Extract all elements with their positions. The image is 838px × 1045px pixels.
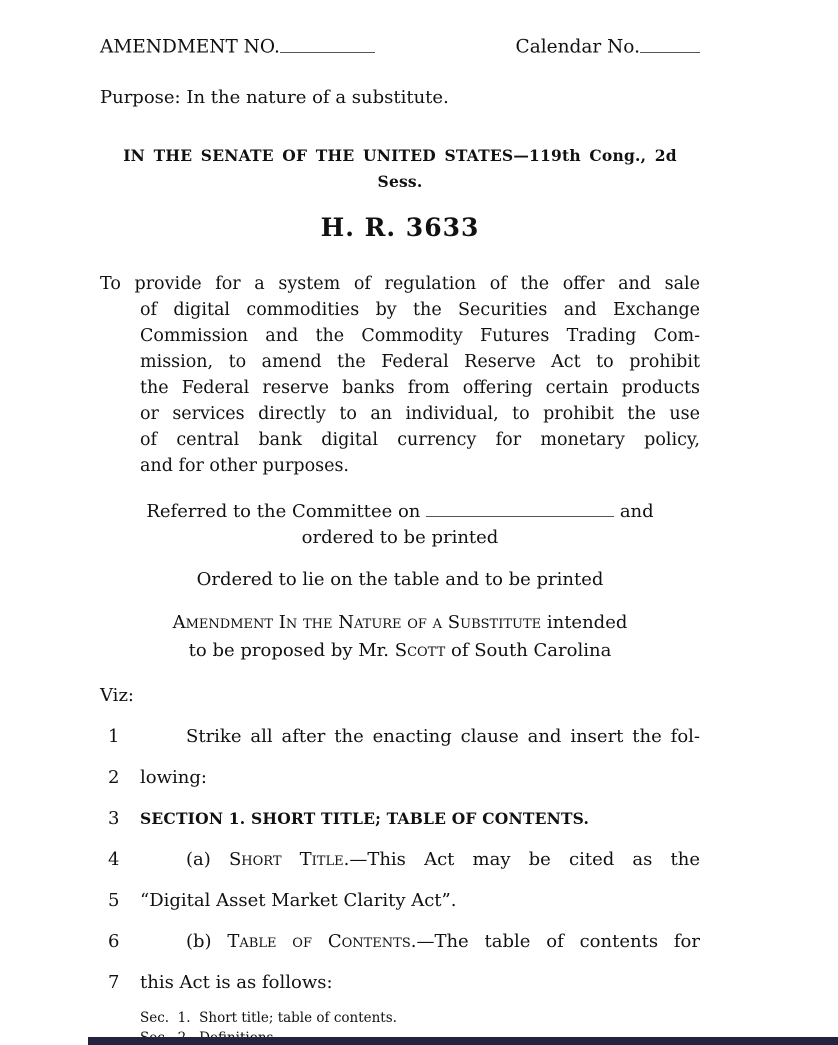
line-number: 2 xyxy=(108,766,120,788)
bill-line xyxy=(100,929,700,955)
long-title-line: of central bank digital currency for monetary policy, xyxy=(140,429,700,450)
line-number: 4 xyxy=(108,848,120,870)
amendment-nature-smallcaps: Amendment In the Nature of a Substitute xyxy=(172,611,542,633)
bill-line xyxy=(100,724,700,750)
header-row xyxy=(100,34,700,61)
proposer-state-text: of South Carolina xyxy=(445,639,612,661)
toc-entry: Sec. 1. Short title; table of contents. xyxy=(140,1009,397,1026)
purpose-line: Purpose: In the nature of a substitute. xyxy=(100,86,449,108)
calendar-number-blank xyxy=(640,34,700,53)
bill-line xyxy=(100,888,700,914)
line-text xyxy=(140,847,700,873)
referred-line-2: ordered to be printed xyxy=(301,526,499,548)
ordered-line: Ordered to lie on the table and to be printed xyxy=(196,568,604,590)
long-title-line: To provide for a system of regulation of the offer and sale xyxy=(100,273,700,294)
long-title-line: mission, to amend the Federal Reserve Act to prohibit xyxy=(140,351,700,372)
line-text: Strike all after the enacting clause and insert the fol- xyxy=(186,725,700,747)
bill-body xyxy=(100,724,700,996)
bill-number: H. R. 3633 xyxy=(320,212,480,242)
clause-rest: .—This Act may be cited as the xyxy=(343,848,701,870)
line-number: 1 xyxy=(108,725,120,747)
amendment-number-label: AMENDMENT NO. xyxy=(100,36,280,58)
long-title-line: the Federal reserve banks from offering certain products xyxy=(140,377,700,398)
amendment-statement xyxy=(100,609,700,665)
long-title-line: and for other purposes. xyxy=(140,455,349,476)
next-page-edge xyxy=(88,1037,838,1045)
amendment-number-field xyxy=(100,34,375,61)
calendar-number-field xyxy=(516,34,700,61)
proposed-by-text: to be proposed by Mr. xyxy=(188,639,395,661)
bill-line xyxy=(100,970,700,996)
referred-text-after: and xyxy=(614,500,654,522)
line-text: this Act is as follows: xyxy=(140,971,333,993)
bill-line xyxy=(100,847,700,873)
clause-rest: .—The table of contents for xyxy=(410,930,700,952)
line-number: 7 xyxy=(108,971,120,993)
referred-text-before: Referred to the Committee on xyxy=(146,500,427,522)
calendar-number-label: Calendar No. xyxy=(515,36,640,58)
line-text: lowing: xyxy=(140,766,207,788)
long-title-line: Commission and the Commodity Futures Trading Com- xyxy=(140,325,700,346)
amendment-statement-line-1 xyxy=(100,609,700,637)
committee-blank xyxy=(426,499,614,517)
clause-prefix: (b) xyxy=(186,930,228,952)
viz-label: Viz: xyxy=(100,684,134,706)
long-title xyxy=(100,271,700,479)
proposer-name: Scott xyxy=(394,639,446,661)
long-title-line: of digital commodities by the Securities and Exchange xyxy=(140,299,700,320)
line-number: 5 xyxy=(108,889,120,911)
bill-line xyxy=(100,806,700,832)
senate-caption: IN THE SENATE OF THE UNITED STATES—119th Cong., 2d Sess. xyxy=(123,145,677,191)
amendment-nature-rest: intended xyxy=(541,611,628,633)
line-text: “Digital Asset Market Clarity Act”. xyxy=(140,889,457,911)
line-number: 6 xyxy=(108,930,120,952)
long-title-line: or services directly to an individual, to prohibit the use xyxy=(140,403,700,424)
clause-smallcaps: Table of Contents xyxy=(227,930,411,952)
line-number: 3 xyxy=(108,807,120,829)
clause-prefix: (a) xyxy=(186,848,229,870)
clause-smallcaps: Short Title xyxy=(228,848,344,870)
line-text xyxy=(140,929,700,955)
page-content xyxy=(100,34,700,1045)
amendment-statement-line-2 xyxy=(100,637,700,665)
amendment-number-blank xyxy=(280,34,375,53)
bill-line xyxy=(100,765,700,791)
section-heading: SECTION 1. SHORT TITLE; TABLE OF CONTENTS. xyxy=(140,808,590,828)
referred-line xyxy=(100,499,700,525)
